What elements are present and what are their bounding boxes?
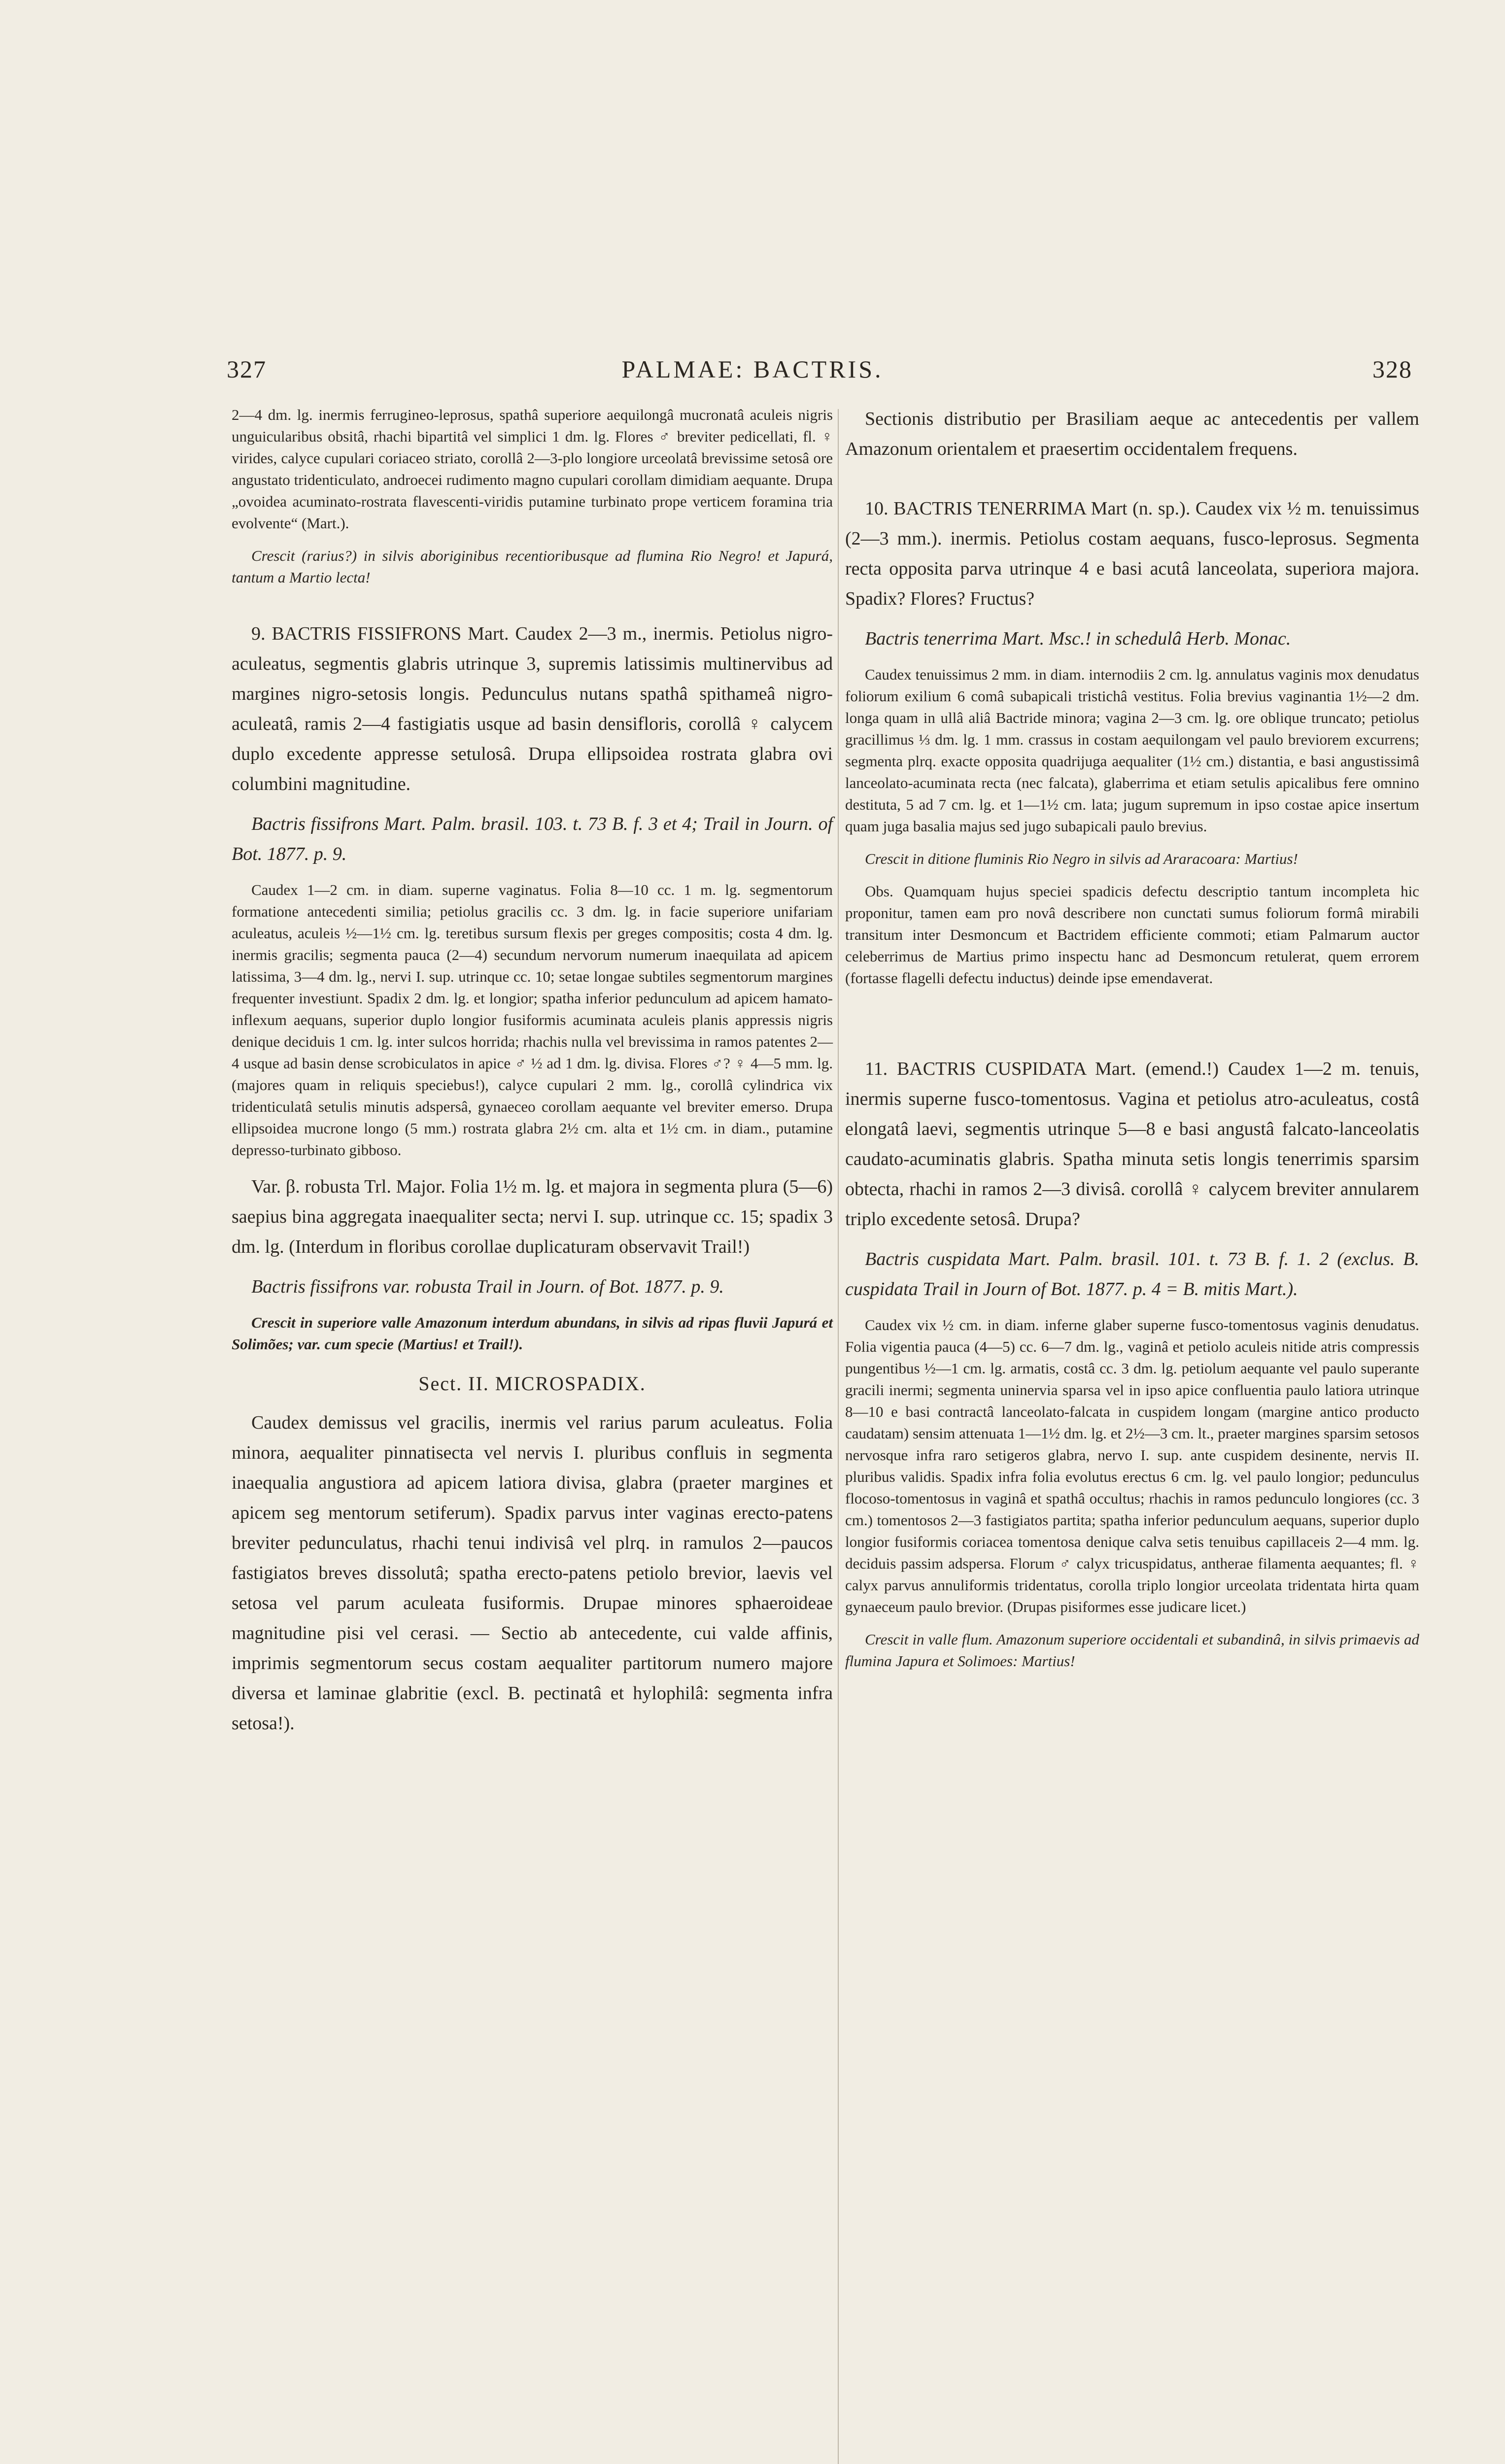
species-11-habitat: Crescit in valle flum. Amazonum superiore occidentali et subandinâ, in silvis primaevis ad flumina Japura et Solimoes: Martius! <box>845 1631 1419 1670</box>
species-10-description: Caudex tenuissimus 2 mm. in diam. internodiis 2 cm. lg. annulatus vaginis mox denudatus foliorum exilium 6 comâ subapicali tristichâ vestitus. Folia brevius vaginantia 1½—2 dm. longa quam in ullâ aliâ Bactride minora; vagina 2—3 cm. lg. ore oblique truncato; petiolus gracillimus ⅓ dm. lg. 1 mm. crassus in costam aequilongam vel paulo breviorem excurrens; segmenta plrq. exacte opposita quadrijuga aequaliter (1½ cm.) distantia, e basi angustissimâ lanceolato-acuminata recta (nec falcata), glaberrima et etiam setulis apicalibus fere omnino destituta, 5 ad 7 cm. lg. et 1—1½ cm. lata; jugum supremum in ipso costae apice insertum quam juga basalia majus sed jugo subapicali paulo brevius. <box>845 666 1419 835</box>
left-page-number: 327 <box>227 355 267 383</box>
species-11-description: Caudex vix ½ cm. in diam. inferne glaber superne fusco-tomentosus vaginis denudatus. Folia vigentia pauca (4—5) cc. 6—7 dm. lg., vaginâ et petiolo aculeis nitide atris compressis pungentibus ½—1 cm. lg. armatis, costâ cc. 3 dm. lg. petiolum aequante vel paulo superante gracili inermi; segmenta uninervia sparsa vel in ipso apice confluentia paulo latiora utrinque 8—10 e basi contractâ lanceolato-falcata in cuspidem longam (margine antico producto caudatam) sensim attenuata 1—1½ dm. lg. et 2½—3 cm. lt., praeter margines sparsim setosos nervosque infra raro setigeros glabra, nervo I. sup. ante cuspidem desinente, nervis II. pluribus validis. Spadix infra folia evolutus erectus 6 cm. lg. vel paulo longior; pedunculus flocoso-tomentosus in vaginâ et spathâ occultus; rhachis in ramos pedunculo longiores (cc. 3 cm.) tomentosos 2—3 fastigiatos partita; spatha inferior pedunculum aequans, superior duplo longior fusiformis coriacea tomentosa denique calva setis tenuibus capillaceis 2—4 mm. lg. deciduis passim adspersa. Florum ♂ calyx tricuspidatus, antherae filamenta aequantes; fl. ♀ calyx parvus annuliformis tridentatus, corolla triplo longior urceolata tridentata hirta quam gynaeceum paulo brevior. (Drupas pisiformes esse judicare licet.) <box>845 1316 1419 1615</box>
species-9-variety-synonymy: Bactris fissifrons var. robusta Trail in Journ. of Bot. 1877. p. 9. <box>251 1276 724 1297</box>
species-10-diagnosis: 10. BACTRIS TENERRIMA Mart (n. sp.). Caudex vix ½ m. tenuissimus (2—3 mm.). inermis. Petiolus costam aequans, fusco-leprosus. Segmenta recta opposita parva utrinque 4 e basi acutâ lanceolata, superiora majora. Spadix? Flores? Fructus? <box>845 498 1419 609</box>
spacer <box>232 599 833 619</box>
species-9-habitat: Crescit in superiore valle Amazonum interdum abundans, in silvis ad ripas fluvii Japurá et Solimões; var. cum specie (Martius! et Trail!). <box>232 1314 833 1353</box>
species-10-observation: Obs. Quamquam hujus speciei spadicis defectu descriptio tantum incompleta hic proponitur, tamen eam pro novâ describere non cunctati sumus foliorum formâ mirabili transitum inter Desmoncum et Bactridem efficiente commoti; etiam Palmarum auctor celeberrimus de Martius primo inspectu hanc ad Desmoncum retulerat, quem errorem (fortasse flagelli defectu inductus) deinde ipse emendaverat. <box>845 883 1419 987</box>
species-10-synonymy: Bactris tenerrima Mart. Msc.! in schedulâ Herb. Monac. <box>865 628 1291 649</box>
species-11-synonymy: Bactris cuspidata Mart. Palm. brasil. 101. t. 73 B. f. 1. 2 (exclus. B. cuspidata Trail in Journ of Bot. 1877. p. 4 = B. mitis Mart.). <box>845 1249 1419 1300</box>
spacer <box>845 1000 1419 1054</box>
section-distribution: Sectionis distributio per Brasiliam aeque ac antecedentis per vallem Amazonum orientalem et praesertim occidentalem frequens. <box>845 409 1419 459</box>
left-habitat-8: Crescit (rarius?) in silvis aboriginibus recentioribusque ad flumina Rio Negro! et Japurá, tantum a Martio lecta! <box>232 547 833 586</box>
right-column <box>845 404 1419 1683</box>
left-description-continued: 2—4 dm. lg. inermis ferrugineo-leprosus, spathâ superiore aequilongâ mucronatâ aculeis nigris unguicularibus obsitâ, rhachi bipartitâ vel simplici 1 dm. lg. Flores ♂ breviter pedicellati, fl. ♀ virides, calyce cupulari coriaceo striato, corollâ 2—3-plo longiore urceolatâ brevissime setosâ ore angustato tridenticulato, androecei rudimento magno cupulari corollam dimidiam aequante. Drupa „ovoidea acuminato-rostrata flavescenti-viridis putamine turbinato prope verticem foramina tria evolvente“ (Mart.). <box>232 406 833 532</box>
section-description: Caudex demissus vel gracilis, inermis vel rarius parum aculeatus. Folia minora, aequaliter pinnatisecta vel nervis I. pluribus confluis in segmenta inaequalia angustiora ad apicem latiora divisa, glabra (praeter margines et apicem seg mentorum setiferum). Spadix parvus inter vaginas erecto-patens breviter pedunculatus, rhachi tenui indivisâ vel plrq. in ramulos 2—paucos fastigiatos breves dissolutâ; spatha erecto-patens petiolo brevior, laevis vel setosa vel parum aculeata fusiformis. Drupae minores sphaeroideae magnitudine pisi vel cerasi. — Sectio ab antecedente, cui valde affinis, imprimis segmentorum secus costam aequaliter partitorum numero majore diversa et laminae glabritie (excl. B. pectinatâ et hylophilâ: segmenta infra setosa!). <box>232 1412 833 1734</box>
species-10-habitat: Crescit in ditione fluminis Rio Negro in silvis ad Araracoara: Martius! <box>865 850 1298 867</box>
section-title: Sect. II. MICROSPADIX. <box>418 1372 646 1395</box>
left-column <box>232 404 833 1748</box>
species-9-diagnosis: 9. BACTRIS FISSIFRONS Mart. Caudex 2—3 m., inermis. Petiolus nigro-aculeatus, segmentis glabris utrinque 3, supremis latissimis multinervibus ad margines nigro-setosis longis. Pedunculus nutans spathâ spithameâ nigro-aculeatâ, ramis 2—4 fastigiatis usque ad basin densifloris, corollâ ♀ calycem duplo excedente appresse setulosâ. Drupa ellipsoidea rostrata glabra ovi columbini magnitudine. <box>232 623 833 794</box>
species-9-description: Caudex 1—2 cm. in diam. superne vaginatus. Folia 8—10 cc. 1 m. lg. segmentorum formatione antecedenti similia; petiolus gracilis cc. 3 dm. lg. in facie superiore unifariam aculeatus, aculeis ½—1½ cm. lg. teretibus sursum flexis per greges compositis; costa 4 dm. lg. inermis gracilis; segmenta pauca (2—4) secundum nervorum numerum inaequilata ad apicem latissima, 3—4 dm. lg., nervi I. sup. utrinque cc. 10; setae longae subtiles segmentorum margines frequenter investiunt. Spadix 2 dm. lg. et longior; spatha inferior pedunculum ad apicem hamato-inflexum aequans, superior duplo longior fusiformis acuminata aculeis planis appressis nigris denique deciduis 1 cm. lg. inter sulcos horrida; rhachis nulla vel brevissima in ramos patentes 2—4 usque ad basin dense scrobiculatos in apice ♂ ½ ad 1 dm. lg. divisa. Flores ♂? ♀ 4—5 mm. lg. (majores quam in reliquis speciebus!), calyce cupulari 2 mm. lg., corollâ cylindrica vix tridenticulatâ setulis minutis adspersâ, gynaeceo corollam aequante vel breviter emerso. Drupa ellipsoidea mucrone longo (5 mm.) rostrata glabra 2½ cm. alta et 1½ cm. in diam., putamine depresso-turbinato gibboso. <box>232 881 833 1159</box>
species-9-synonymy: Bactris fissifrons Mart. Palm. brasil. 103. t. 73 B. f. 3 et 4; Trail in Journ. of Bot. 1877. p. 9. <box>232 814 833 864</box>
species-9-variety: Var. β. robusta Trl. Major. Folia 1½ m. lg. et majora in segmenta plura (5—6) saepius bina aggregata inaequaliter secta; nervi I. sup. utrinque cc. 15; spadix 3 dm. lg. (Interdum in floribus corollae duplicaturam observavit Trail!) <box>232 1176 833 1257</box>
running-title: PALMAE: BACTRIS. <box>621 355 884 383</box>
spacer <box>845 474 1419 494</box>
right-page-number: 328 <box>1372 355 1412 383</box>
column-divider <box>838 409 839 2464</box>
species-11-diagnosis: 11. BACTRIS CUSPIDATA Mart. (emend.!) Caudex 1—2 m. tenuis, inermis superne fusco-tomentosus. Vagina et petiolus atro-aculeatus, costâ elongatâ laevi, segmentis utrinque 5—8 e basi angustâ falcato-lanceolatis caudato-acuminatis glabris. Spatha minuta setis longis tenerrimis sparsim obtecta, rhachi in ramos 2—3 divisâ. corollâ ♀ calycem breviter annularem triplo excedente setosâ. Drupa? <box>845 1059 1419 1230</box>
